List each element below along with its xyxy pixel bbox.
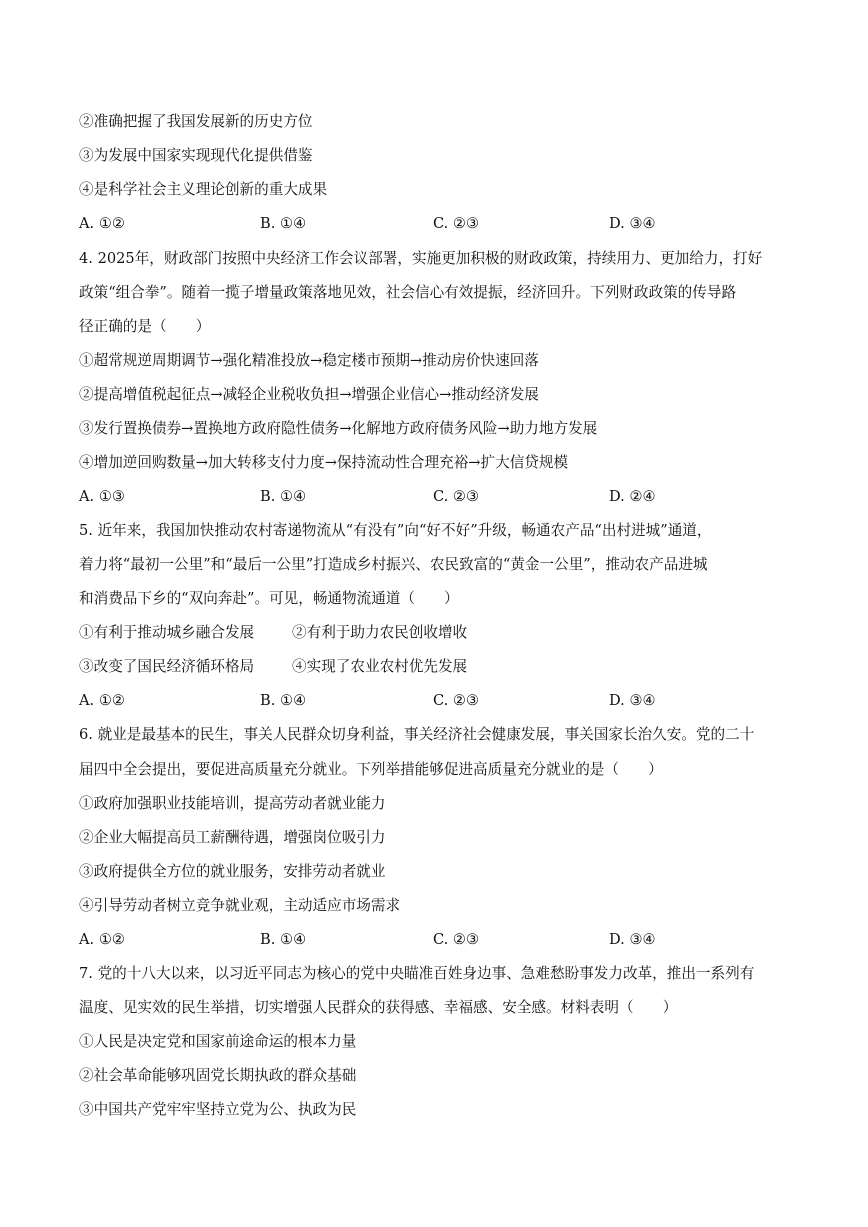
q7-item-2: ②社会革命能够巩固党长期执政的群众基础	[79, 1067, 357, 1084]
q4-option-d[interactable]: D. ②④	[609, 488, 656, 505]
q6-stem-line-1: 6. 就业是最基本的民生，事关人民群众切身利益，事关经济社会健康发展，事关国家长治久安。党的二十	[79, 726, 755, 743]
q4-item-4: ④增加逆回购数量→加大转移支付力度→保持流动性合理充裕→扩大信贷规模	[79, 454, 569, 471]
q5-item-2: ②有利于助力农民创收增收	[292, 624, 468, 641]
q6-option-c[interactable]: C. ②③	[433, 931, 480, 948]
q5-option-b[interactable]: B. ①④	[260, 692, 307, 709]
q3-options	[79, 214, 779, 234]
q3-item-2: ②准确把握了我国发展新的历史方位	[79, 113, 313, 130]
q3-item-3: ③为发展中国家实现现代化提供借鉴	[79, 147, 313, 164]
q6-options	[79, 930, 779, 950]
q4-item-3: ③发行置换债券→置换地方政府隐性债务→化解地方政府债务风险→助力地方发展	[79, 420, 598, 437]
q4-item-1: ①超常规逆周期调节→强化精准投放→稳定楼市预期→推动房价快速回落	[79, 352, 539, 369]
q3-item-4: ④是科学社会主义理论创新的重大成果	[79, 181, 328, 198]
q3-option-c[interactable]: C. ②③	[433, 215, 480, 232]
q6-option-a[interactable]: A. ①②	[79, 931, 125, 948]
q5-items-row-2	[79, 657, 779, 677]
q7-item-3: ③中国共产党牢牢坚持立党为公、执政为民	[79, 1101, 357, 1118]
q4-option-c[interactable]: C. ②③	[433, 488, 480, 505]
q4-option-a[interactable]: A. ①③	[79, 488, 125, 505]
q6-stem-line-2: 届四中全会提出，要促进高质量充分就业。下列举措能够促进高质量充分就业的是（ ）	[79, 761, 663, 778]
q3-option-d[interactable]: D. ③④	[609, 215, 656, 232]
q7-stem-line-1: 7. 党的十八大以来，以习近平同志为核心的党中央瞄准百姓身边事、急难愁盼事发力改革，推出一系列有	[79, 965, 755, 982]
q6-item-2: ②企业大幅提高员工薪酬待遇，增强岗位吸引力	[79, 829, 386, 846]
q5-stem-line-1: 5. 近年来，我国加快推动农村寄递物流从“有没有”向“好不好”升级，畅通农产品“出村进城”通道，	[79, 522, 712, 539]
q5-options	[79, 691, 779, 711]
q5-option-d[interactable]: D. ③④	[609, 692, 656, 709]
q7-item-1: ①人民是决定党和国家前途命运的根本力量	[79, 1033, 357, 1050]
q4-item-2: ②提高增值税起征点→减轻企业税收负担→增强企业信心→推动经济发展	[79, 386, 539, 403]
q6-item-3: ③政府提供全方位的就业服务，安排劳动者就业	[79, 863, 386, 880]
q3-option-b[interactable]: B. ①④	[260, 215, 307, 232]
q4-stem-line-2: 政策“组合拳”。随着一揽子增量政策落地见效，社会信心有效提振，经济回升。下列财政政策的传导路	[79, 284, 737, 301]
q5-items-row-1	[79, 623, 779, 643]
q6-option-d[interactable]: D. ③④	[609, 931, 656, 948]
q7-stem-line-2: 温度、见实效的民生举措，切实增强人民群众的获得感、幸福感、安全感。材料表明（ ）	[79, 999, 678, 1016]
q3-option-a[interactable]: A. ①②	[79, 215, 125, 232]
q5-stem-line-3: 和消费品下乡的“双向奔赴”。可见，畅通物流通道（ ）	[79, 590, 459, 607]
q4-stem-line-3: 径正确的是（ ）	[79, 318, 211, 335]
q4-options	[79, 487, 779, 507]
q6-item-4: ④引导劳动者树立竞争就业观，主动适应市场需求	[79, 897, 401, 914]
q5-item-1: ①有利于推动城乡融合发展	[79, 624, 255, 641]
q4-stem-line-1: 4. 2025年，财政部门按照中央经济工作会议部署，实施更加积极的财政政策，持续用力、更加给力，打好	[79, 250, 763, 267]
q5-option-a[interactable]: A. ①②	[79, 692, 125, 709]
q6-option-b[interactable]: B. ①④	[260, 931, 307, 948]
q6-item-1: ①政府加强职业技能培训，提高劳动者就业能力	[79, 795, 386, 812]
q5-stem-line-2: 着力将“最初一公里”和“最后一公里”打造成乡村振兴、农民致富的“黄金一公里”，推动农产品进城	[79, 556, 708, 573]
q4-option-b[interactable]: B. ①④	[260, 488, 307, 505]
q5-item-4: ④实现了农业农村优先发展	[292, 658, 468, 675]
q5-item-3: ③改变了国民经济循环格局	[79, 658, 255, 675]
q5-option-c[interactable]: C. ②③	[433, 692, 480, 709]
